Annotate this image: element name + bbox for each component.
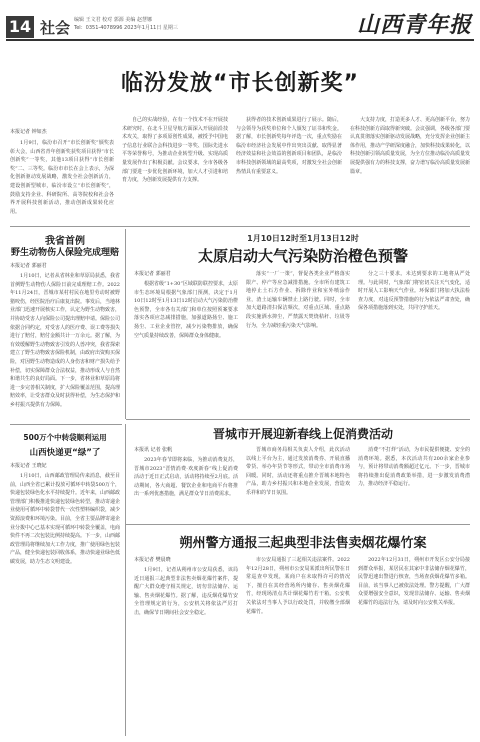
header-info [74,16,304,32]
article2-body: 1月10日，记者从省林业和草原局获悉，我省首例野生动物伤人保险日前完成理赔工作。2022年11月24日，晋城市某村村民在地里劳动时被野猪咬伤，经医院治疗后康复出院。事发后，当地林业部门迅速开展核实工作，认定为野生动物致害，并协助受害人向保险公司提出理赔申请。保险公司依据合同约定，对受害人的医疗费、误工费等损失进行了赔付，赔付金额共计一万余元。据了解，为有效缓解野生动物致害引发的人兽冲突，我省探索建立了野生动物致害保险机制，由政府出资购买保险，对因野生动物造成的人身伤害和财产损失给予补偿，切实保障群众合法权益，推动形成人与自然和谐共生的良好局面。下一步，省林业和草原局将进一步完善相关制度，扩大保险覆盖范围，提高理赔效率，让受害群众及时获得补偿，为生态保护和乡村振兴提供有力保障。 [10,273,120,408]
article3-column-1: 根据省级“1+30”区域联防联控要求，太原市生态环境局根据气象部门预测，决定于1月10日12时至1月13日12时启动大气污染防治橙色预警，全市各有关部门和单位按照预案要求落实各项应急减排措施，加强道路扬尘、施工扬尘、工业企业管控，减少污染物排放，确保空气质量持续改善，保障群众身体健康。 [134,281,238,339]
article3-column-2: 落实“一厂一策”，督促各类企业严格落实限产、停产等应急减排措施。全市所有建筑工地停止土石方作业、拆除作业和室外喷涂作业，渣土运输车辆禁止上路行驶。同时，全市加大道路清扫保洁频次，对重点区域、重点路段实施洒水抑尘，严禁露天焚烧秸秆、垃圾等行为，全力减轻重污染天气影响。 [246,271,350,329]
page-header [0,0,480,38]
article1-column-1: 1月9日，临汾市召开“市长创新奖”颁奖表彰大会，山西省青年创新奖获奖项目获得“市长创新奖”一等奖，其他13项目获得“市长创新奖”二、三等奖。临汾市市长在会上表示，为深化创新驱动发展战略，激发全社会创新活力，建设创新型城市，临汾市设立“市长创新奖”，鼓励支持企业、科研院所、高等院校和社会各界开展科技创新活动，推动创新成果转化应用。 [10,140,114,215]
article5-left-headline: 500万个中转袋顺利运用 [23,433,107,442]
article4-byline: 本报讯 记者 张帆 [134,447,173,453]
article1-column-4: 大支持力度，打造更多人才、更高创新平台，努力在科技创新方面取得新突破。会议强调，各级各部门要认真贯彻落实创新驱动发展战略，充分发挥企业创新主体作用，推动产学研深度融合，加快科技成果转化，以科技创新引领高质量发展，为全方位推动临汾高质量发展提供强有力的科技支撑，奋力谱写临汾高质量发展新篇章。 [350,117,470,175]
article1-byline: 本报记者 钟如杰 [10,129,47,135]
section-name: 社会 [40,19,71,37]
article5-column-1: 1月9日，记者从朔州市公安局获悉，该局近日通报三起典型非法售卖烟花爆竹案件，提醒广大群众遵守相关规定，切勿非法储存、运输、售卖烟花爆竹。据了解，违反烟花爆竹安全管理规定的行为，公安机关将依法严厉打击，确保节日期间社会安全稳定。 [134,567,238,616]
divider-2 [126,419,470,420]
article4-column-3: 消费“不打烊”活动，为市民提供便捷、安全的消费环境。据悉，本次活动共有200余家企业参与，预计将带动消费额超过亿元。下一步，晋城市将持续推出促消费政策举措，进一步激发消费潜力，推动经济平稳运行。 [358,447,470,488]
article1-column-3: 获得者的技术创新成果进行了展示。随后，与会领导为获奖单位和个人颁发了证书和奖金。据了解，市长创新奖每年评选一次，重点奖励在临汾市经济社会发展中作出突出贡献、取得显著经济效益和社会效益的创新项目和团队，是临汾市科技创新领域的最高奖项，对激发全社会创新热情具有重要意义。 [236,117,342,175]
article5-byline: 本报记者 樊晨晓 [134,557,171,563]
article5-left-body: 1月10日，山西邮政管理局传来消息，截至目前，山西全省已累计投放可循环中转袋500万个，快递包装绿色化水平持续提升。近年来，山西邮政管理部门积极推进快递包装绿色转型，推动寄递企业使用可循环中转袋替代一次性塑料编织袋，减少资源浪费和环境污染。目前，全省主要品牌寄递企业分拨中心已基本实现可循环中转袋全覆盖，电商快件不再二次包装比例持续提高。下一步，山西邮政管理局将继续加大工作力度，推广使用绿色包装产品，健全快递包装回收体系，推动快递业绿色低碳发展，助力生态文明建设。 [10,473,120,565]
newspaper-brand-logo: 山西青年报 [356,12,472,38]
page-number: 14 [6,16,34,38]
divider-3 [10,424,122,425]
divider-4 [126,524,470,525]
article3-headline: 太原启动大气污染防治橙色预警 [197,247,408,265]
article3-byline: 本报记者 郭丽君 [134,271,171,277]
article5-left-byline: 本报记者 王晓妃 [10,463,47,469]
header-rule [6,39,474,41]
article3-title-line: 1月10日12时至1月13日12时 [247,234,359,243]
article4-column-1: 2023年春节即将来临，为推动消费复苏，晋城市2023“晋情消费·欢度新春”线上促消费活动于近日正式启动，活动将持续至2月底。活动期间，各大商超、餐饮企业和电商平台将推出一系列优惠措施，满足群众节日消费需求。 [134,457,238,498]
article5-column-2: 市公安局通报了三起相关违法案件。2022年12月28日，朔州市公安局某派出所民警在日常巡查中发现，某商户在未取得许可的情况下，擅自在其经营场所内储存、售卖烟花爆竹，经现场清点共计烟花爆竹若干箱。公安机关依法对当事人予以行政处罚，并收缴全部烟花爆竹。 [246,557,350,615]
article2-headline-line2: 野生动物伤人保险完成理赔 [10,248,119,258]
article1-column-2: 自己的实战经验，在有一个技术不在开展技术研究时，在北斗卫星导航方面深入开展前沿技术攻关，取得了多项原创性成果，被授予中国电子信息行业联合会科技进步一等奖、国际先进水平等荣誉称号，为推动企业转型升级、实现高质量发展作出了积极贡献。会议要求，全市各级各部门要进一步优化创新环境，加大人才引进和培育力度，为创新发展提供有力支撑。 [122,117,228,184]
article5-left-subheadline: 山西快递更“绿”了 [29,448,101,458]
divider-1 [10,226,470,227]
article2-byline: 本报记者 郭丽君 [10,263,47,269]
article5-column-3: 2022年12月31日，朔州市开发区公安分局接到群众举报，某居民在其家中非法储存烟花爆竹，民警迅速出警进行核查，当场查获烟花爆竹多箱。目前，该当事人已被依法处理。警方提醒，广大群众要增强安全意识，发现非法储存、运输、售卖烟花爆竹的违法行为，请及时向公安机关举报。 [358,557,470,606]
article2-headline-line1: 我省首例 [45,236,85,247]
divider-v2 [125,424,126,736]
header-info-line2: Tel：0351-4078996 2023年1月11日 星期三 [74,25,178,31]
article4-column-2: 晋城市商务局相关负责人介绍，此次活动以线上平台为主，通过发放消费券、开展直播带货、举办年货节等形式，带动全市消费市场回暖。同时，活动还将重点推介晋城本地特色产品，助力乡村振兴和本地企业发展，营造欢乐祥和的节日氛围。 [246,447,350,496]
article3-column-3: 分之三十要求。未达到要求的工地将从严处理。与此同时，气象部门将密切关注天气变化，适时开展人工影响天气作业。环保部门将加大执法检查力度，对违反预警措施的行为依法严肃查处，确保各项措施落到实处，共同守护蓝天。 [358,271,470,312]
article1-headline: 临汾发放“市长创新奖” [121,71,359,96]
article4-headline: 晋城市开展迎新春线上促消费活动 [212,427,393,441]
header-info-line1: 编辑 王文君 校对 郭源 美编 赵慧娜 [74,17,152,23]
article5-headline: 朔州警方通报三起典型非法售卖烟花爆竹案 [179,536,427,551]
